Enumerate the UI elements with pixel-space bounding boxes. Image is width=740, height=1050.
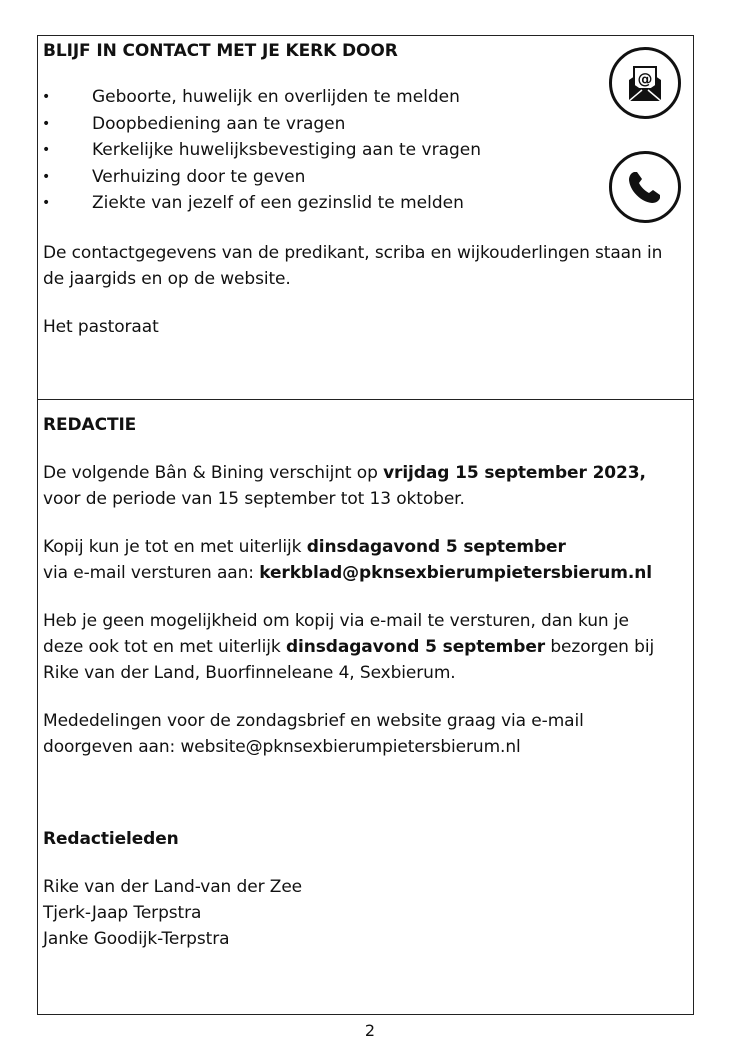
redactie-paragraph-line (43, 634, 654, 660)
bullet-icon: • (42, 195, 51, 211)
bullet-icon: • (42, 142, 51, 158)
deadline-date: dinsdagavond 5 september (306, 537, 566, 557)
page-number: 2 (364, 1021, 376, 1040)
text-span: Kopij kun je tot en met uiterlijk (43, 537, 307, 557)
redactie-section (38, 400, 693, 1014)
redactie-paragraph-line (43, 534, 566, 560)
phone-icon (609, 151, 681, 223)
email-address: kerkblad@pknsexbierumpietersbierum.nl (259, 563, 652, 583)
bullet-icon: • (42, 168, 51, 185)
text-span: De volgende Bân & Bining verschijnt op (43, 463, 384, 483)
redactie-paragraph-line: Heb je geen mogelijkheid om kopij via e-mail te versturen, dan kun je (43, 611, 629, 631)
publication-date: vrijdag 15 september 2023, (383, 463, 646, 483)
text-span: deze ook tot en met uiterlijk (43, 637, 286, 657)
bullet-text: Verhuizing door te geven (92, 166, 306, 187)
member-name: Janke Goodijk-Terpstra (43, 929, 230, 949)
redactie-heading: REDACTIE (43, 415, 137, 435)
bullet-icon: • (42, 115, 51, 132)
redactie-paragraph-line (43, 560, 652, 586)
redactie-paragraph-line (43, 460, 646, 486)
page-frame (37, 35, 694, 1015)
text-span: bezorgen bij (545, 637, 655, 657)
contact-heading: BLIJF IN CONTACT MET JE KERK DOOR (43, 41, 398, 61)
contact-section (38, 36, 693, 400)
bullet-text: Doopbediening aan te vragen (92, 113, 346, 134)
contact-paragraph-line: de jaargids en op de website. (43, 269, 291, 289)
contact-paragraph-line: De contactgegevens van de predikant, scriba en wijkouderlingen staan in (43, 243, 663, 263)
redactie-paragraph-line: Mededelingen voor de zondagsbrief en website graag via e-mail (43, 711, 584, 731)
member-name: Tjerk-Jaap Terpstra (43, 903, 202, 923)
redactie-paragraph-line: voor de periode van 15 september tot 13 oktober. (43, 489, 465, 509)
members-heading: Redactieleden (43, 829, 179, 849)
text-span: via e-mail versturen aan: (43, 563, 260, 583)
contact-signature: Het pastoraat (43, 317, 159, 337)
email-icon (609, 47, 681, 119)
member-name: Rike van der Land-van der Zee (43, 877, 303, 897)
svg-text:@: @ (637, 70, 653, 88)
redactie-paragraph-line: Rike van der Land, Buorfinneleane 4, Sexbierum. (43, 663, 456, 683)
deadline-date: dinsdagavond 5 september (285, 637, 546, 657)
bullet-text: Geboorte, huwelijk en overlijden te melden (92, 87, 460, 107)
bullet-text: Kerkelijke huwelijksbevestiging aan te vragen (92, 140, 482, 160)
bullet-icon: • (42, 89, 51, 105)
bullet-text: Ziekte van jezelf of een gezinslid te melden (92, 193, 464, 213)
redactie-paragraph-line: doorgeven aan: website@pknsexbierumpietersbierum.nl (43, 737, 521, 757)
